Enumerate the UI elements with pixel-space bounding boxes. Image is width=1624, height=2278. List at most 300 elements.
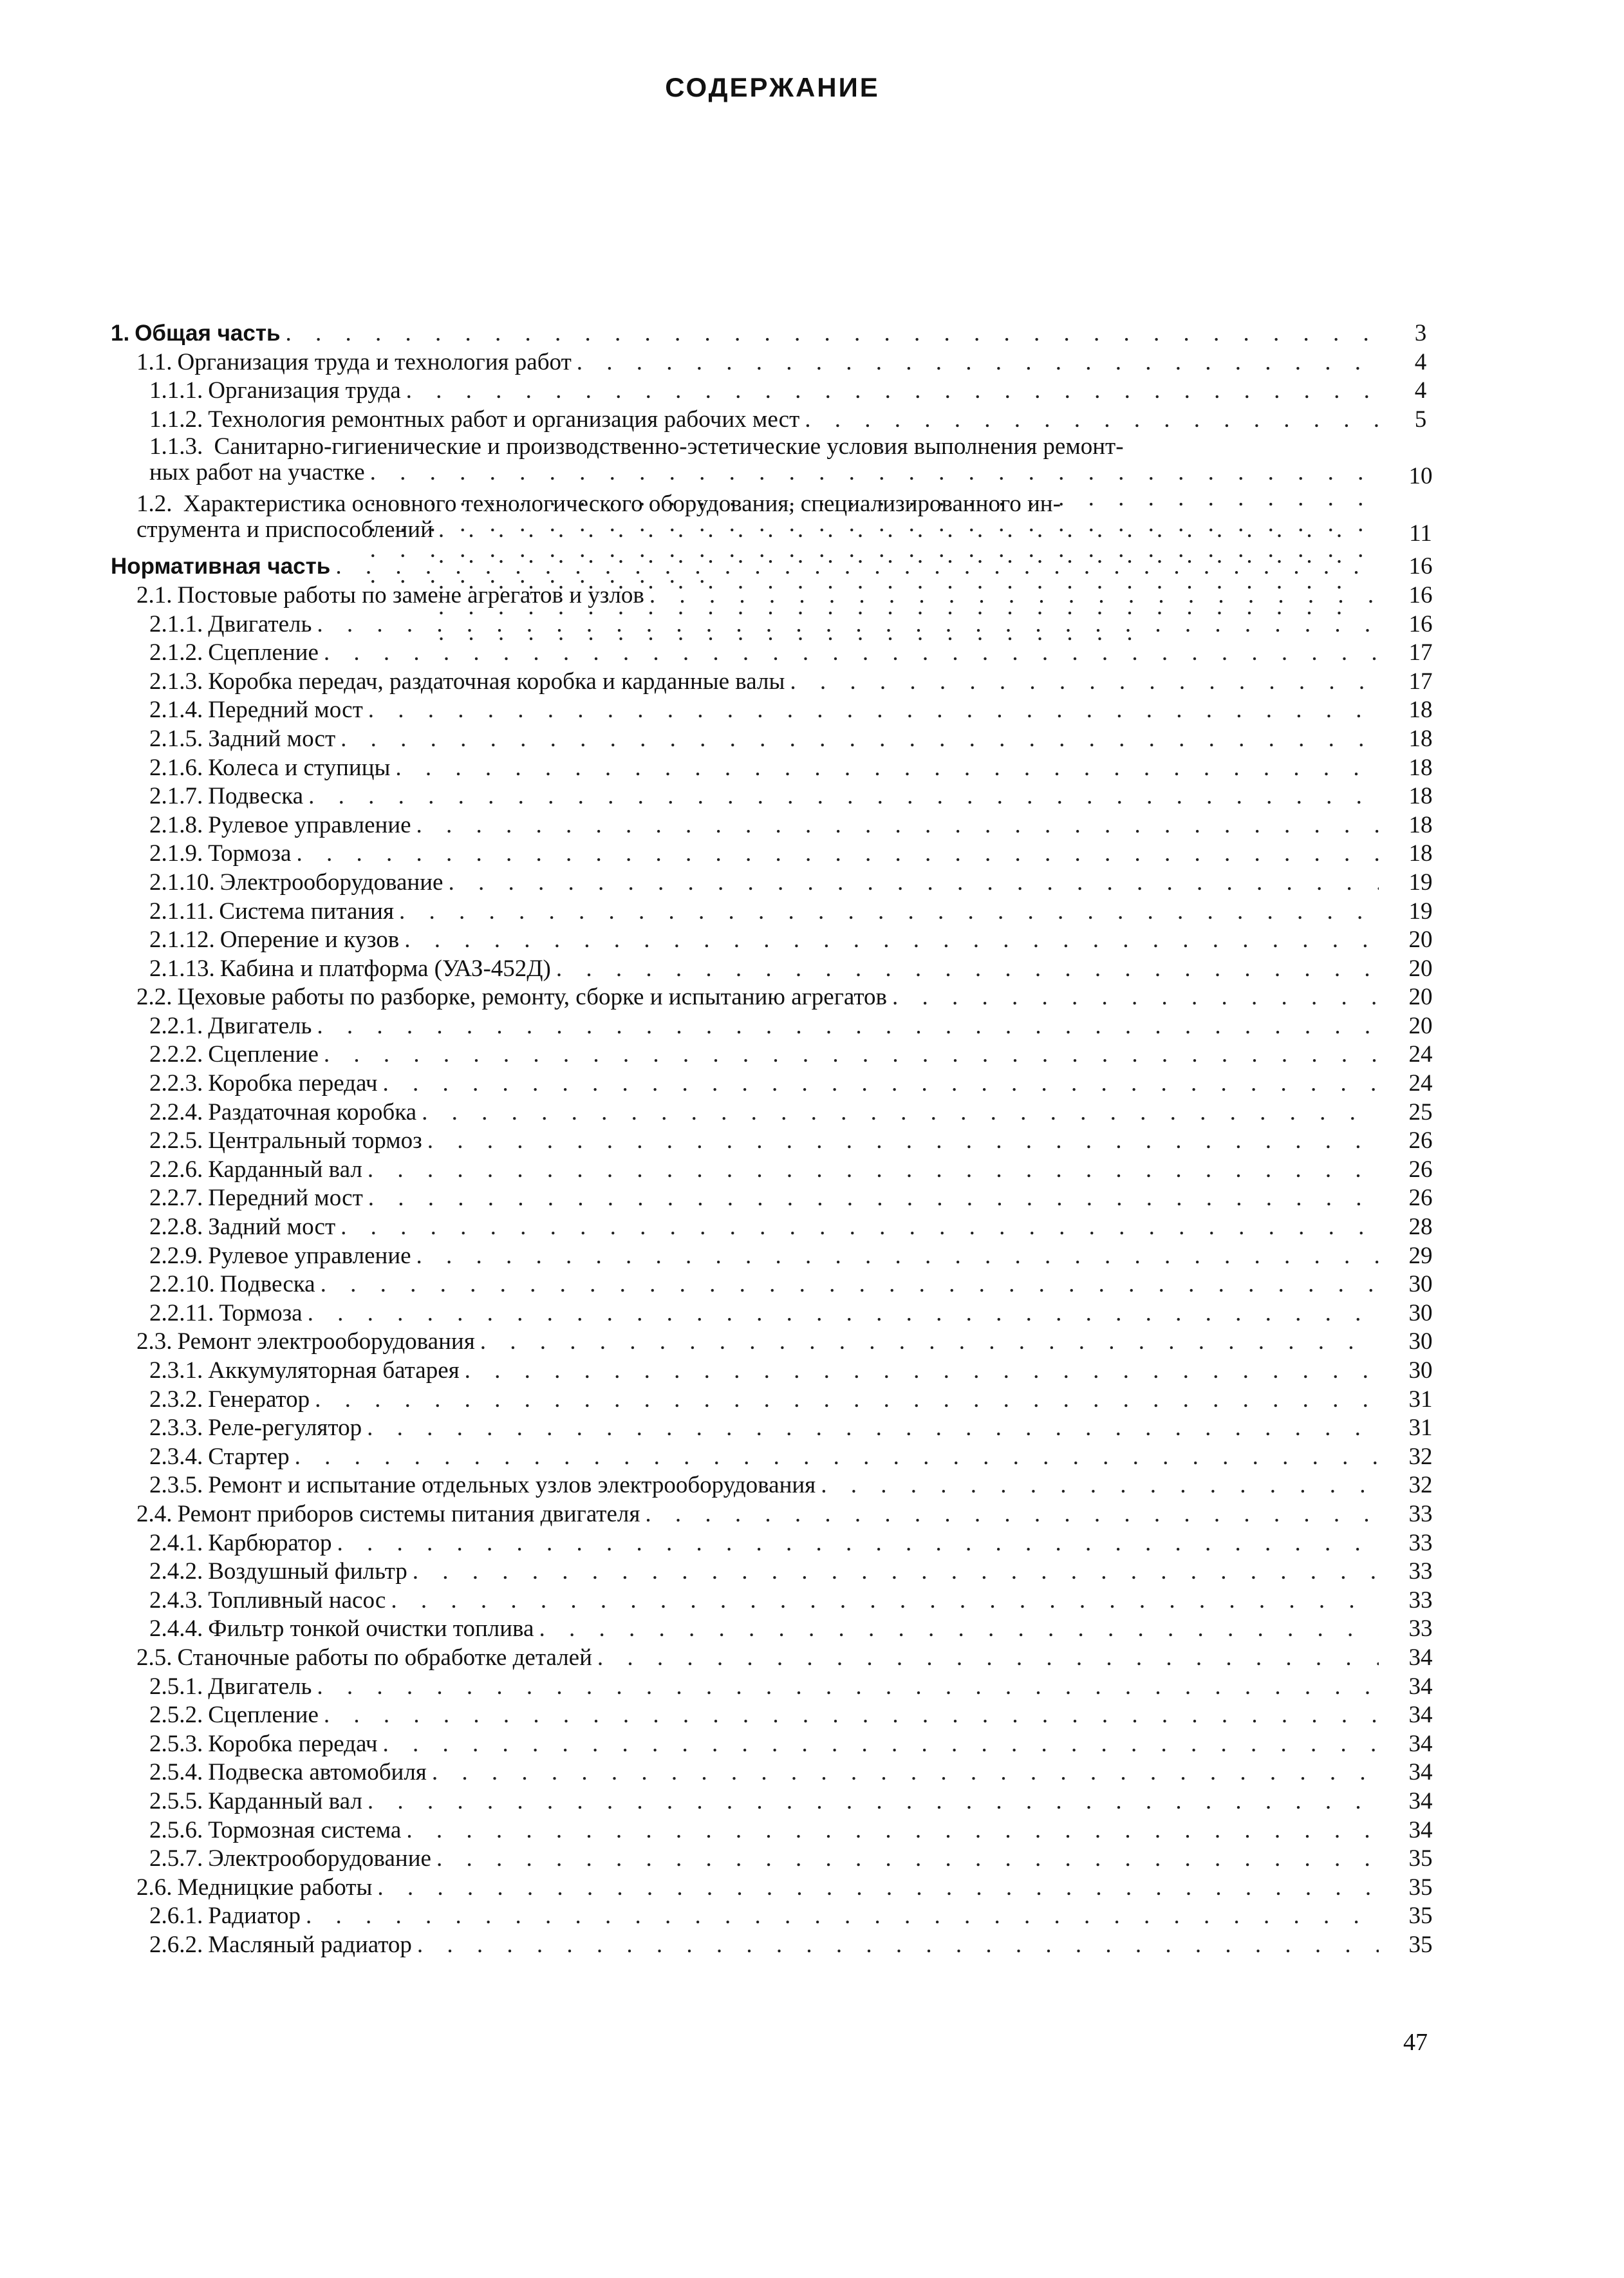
toc-entry-page: 35	[1408, 1874, 1433, 1901]
toc-entry-text	[149, 1558, 1379, 1586]
toc-entry-number: 2.3.4.	[149, 1443, 203, 1470]
toc-entry-text	[149, 1098, 1379, 1127]
toc-entry-title: Сцепление	[208, 639, 319, 666]
toc-entry-page: 34	[1408, 1702, 1433, 1729]
toc-entry-page: 33	[1408, 1558, 1433, 1585]
toc-entry-page: 31	[1408, 1386, 1433, 1413]
toc-entry-number: 1.1.	[136, 348, 173, 375]
dot-leader	[391, 1586, 1379, 1615]
toc-entry-number: 2.2.7.	[149, 1185, 203, 1212]
toc-entry	[111, 1845, 1450, 1874]
toc-entry-number: 2.3.2.	[149, 1386, 203, 1413]
toc-entry-text	[149, 782, 1379, 811]
toc-entry-title: Двигатель	[208, 1012, 312, 1039]
toc-entry-text	[149, 1069, 1379, 1098]
toc-entry	[111, 1787, 1450, 1816]
toc-entry-title: Коробка передач, раздаточная коробка и карданные валы	[208, 668, 785, 695]
toc-entry	[111, 434, 1450, 491]
toc-entry-title: Колеса и ступицы	[208, 754, 391, 781]
toc-entry	[111, 552, 1450, 581]
toc-entry-title: Характеристика основного технологического оборудования, специализированного ин-	[183, 491, 1061, 518]
dot-leader	[368, 696, 1379, 725]
toc-entry-number: 2.6.	[136, 1874, 173, 1901]
toc-entry-page: 4	[1414, 348, 1427, 375]
toc-entry-title: Стартер	[208, 1443, 290, 1470]
toc-entry-title: Раздаточная коробка	[208, 1098, 417, 1125]
toc-entry-text	[149, 1586, 1379, 1615]
toc-entry-title: Санитарно-гигиенические и производственно-эстетические условия выполнения ремонт-	[214, 433, 1124, 460]
toc-entry-page: 18	[1408, 783, 1433, 810]
toc-entry-number: 2.3.1.	[149, 1357, 203, 1384]
toc-entry-text	[149, 406, 1379, 435]
toc-entry-page: 26	[1408, 1156, 1433, 1183]
dot-leader	[383, 1730, 1379, 1759]
toc-entry-title: Двигатель	[208, 610, 312, 637]
toc-entry-text	[149, 1931, 1379, 1960]
dot-leader	[416, 1242, 1379, 1271]
dot-leader	[427, 1127, 1379, 1156]
toc-entry	[111, 1471, 1450, 1500]
dot-leader	[295, 1443, 1379, 1472]
toc-entry	[111, 840, 1450, 869]
toc-entry-page: 24	[1408, 1041, 1433, 1068]
dot-leader	[286, 319, 1379, 348]
toc-entry-page: 19	[1408, 898, 1433, 925]
toc-entry	[111, 1644, 1450, 1673]
toc-entry-text	[149, 1270, 1379, 1299]
toc-entry-number: 1.1.3.	[149, 433, 203, 460]
dot-leader	[321, 1270, 1379, 1299]
toc-entry	[111, 319, 1450, 348]
toc-entry-page: 28	[1408, 1214, 1433, 1241]
toc-entry	[111, 869, 1450, 898]
toc-entry-page: 30	[1408, 1299, 1433, 1326]
toc-entry-title: Тормоза	[219, 1299, 303, 1326]
toc-entry-title: Воздушный фильтр	[208, 1558, 407, 1585]
toc-entry	[111, 754, 1450, 783]
toc-entry-page: 24	[1408, 1070, 1433, 1097]
toc-entry-number: 2.4.3.	[149, 1586, 203, 1614]
toc-entry	[111, 1874, 1450, 1903]
toc-entry-title: Фильтр тонкой очистки топлива	[208, 1615, 534, 1643]
toc-entry-text	[149, 1184, 1379, 1213]
toc-entry-page: 18	[1408, 725, 1433, 752]
toc-entry	[111, 668, 1450, 697]
toc-entry	[111, 1730, 1450, 1759]
toc-entry-number: 2.2.8.	[149, 1214, 203, 1241]
toc-entry	[111, 348, 1450, 377]
toc-entry-title: Станочные работы по обработке деталей	[177, 1644, 592, 1671]
toc-entry-page: 20	[1408, 1012, 1433, 1039]
toc-entry-text	[149, 1902, 1379, 1931]
dot-leader	[413, 1558, 1379, 1586]
toc-entry-page: 19	[1408, 869, 1433, 896]
toc-entry-text	[149, 754, 1379, 783]
toc-entry-page: 18	[1408, 754, 1433, 781]
dot-leader	[556, 955, 1379, 984]
toc-entry	[111, 1673, 1450, 1702]
toc-entry-number: 2.4.1.	[149, 1529, 203, 1556]
toc-entry-number: 2.1.2.	[149, 639, 203, 666]
toc-entry-title: Кабина и платформа (УАЗ-452Д)	[219, 955, 551, 982]
toc-entry-page: 35	[1408, 1845, 1433, 1872]
dot-leader	[324, 639, 1379, 668]
toc-entry-page: 16	[1408, 553, 1433, 580]
toc-entry-text	[149, 1529, 1379, 1558]
dot-leader	[436, 1845, 1379, 1874]
toc-entry	[111, 811, 1450, 840]
toc-entry-text	[149, 1816, 1379, 1845]
toc-entry	[111, 406, 1450, 435]
toc-entry-number: 2.1.9.	[149, 840, 203, 867]
toc-entry-page: 31	[1408, 1415, 1433, 1442]
dot-leader	[406, 1816, 1379, 1845]
dot-leader	[432, 1758, 1379, 1787]
toc-entry-page: 11	[1409, 520, 1432, 547]
toc-entry-number: 2.2.3.	[149, 1070, 203, 1097]
dot-leader	[417, 1931, 1379, 1960]
toc-entry-text	[149, 1156, 1379, 1185]
toc-entry	[111, 1386, 1450, 1415]
toc-entry-page: 18	[1408, 697, 1433, 724]
toc-entry	[111, 1127, 1450, 1156]
dot-leader	[577, 348, 1379, 377]
toc-entry-text	[149, 696, 1379, 725]
dot-leader	[448, 869, 1379, 898]
dot-leader	[539, 1615, 1379, 1644]
toc-entry-number: 2.3.	[136, 1328, 173, 1355]
toc-entry-title: Рулевое управление	[208, 1242, 411, 1269]
dot-leader	[649, 581, 1379, 610]
toc-entry-number: 2.2.10.	[149, 1271, 215, 1298]
toc-entry-text	[149, 1242, 1379, 1271]
toc-entry-title: Организация труда	[208, 377, 401, 404]
toc-entry-page: 4	[1414, 377, 1427, 404]
toc-entry-number: 2.1.10.	[149, 869, 215, 896]
toc-entry	[111, 1758, 1450, 1787]
toc-entry-page: 35	[1408, 1931, 1433, 1958]
toc-entry	[111, 1156, 1450, 1185]
dot-leader	[341, 1213, 1379, 1242]
table-of-contents	[111, 315, 1450, 1959]
toc-entry-title: Электрооборудование	[208, 1845, 431, 1872]
toc-entry-title: Карбюратор	[208, 1529, 332, 1556]
toc-entry-page: 5	[1414, 406, 1427, 433]
toc-entry-number: 2.1.7.	[149, 783, 203, 810]
toc-entry-number: 2.1.1.	[149, 610, 203, 637]
toc-entry-title: Сцепление	[208, 1041, 319, 1068]
toc-entry-text	[149, 869, 1379, 898]
toc-entry	[111, 1213, 1450, 1242]
toc-entry-page: 34	[1408, 1730, 1433, 1757]
toc-entry-title: Постовые работы по замене агрегатов и узлов	[177, 581, 644, 608]
toc-entry-title: Масляный радиатор	[208, 1931, 412, 1958]
dot-leader	[821, 1471, 1379, 1500]
toc-entry-title: Рулевое управление	[208, 811, 411, 838]
toc-entry	[111, 983, 1450, 1012]
toc-entry-text	[149, 725, 1379, 754]
dot-leader	[597, 1644, 1379, 1673]
toc-entry-text	[136, 348, 1379, 377]
toc-entry-title: Организация труда и технология работ	[177, 348, 572, 375]
toc-entry-text	[149, 1615, 1379, 1644]
toc-entry-page: 16	[1408, 581, 1433, 608]
dot-leader	[368, 1787, 1379, 1816]
toc-entry-title: Подвеска	[208, 783, 304, 810]
dot-leader	[308, 1299, 1379, 1328]
toc-entry-title: Карданный вал	[208, 1156, 362, 1183]
toc-entry	[111, 696, 1450, 725]
toc-entry-page: 33	[1408, 1500, 1433, 1527]
toc-entry	[111, 377, 1450, 406]
toc-entry-number: 2.1.8.	[149, 811, 203, 838]
toc-entry-number: 2.1.5.	[149, 725, 203, 752]
toc-entry-number: 2.4.4.	[149, 1615, 203, 1643]
toc-entry-page: 35	[1408, 1903, 1433, 1930]
toc-entry-page: 34	[1408, 1759, 1433, 1786]
dot-leader	[422, 1098, 1379, 1127]
toc-entry-number: 2.2.6.	[149, 1156, 203, 1183]
toc-entry	[111, 1529, 1450, 1558]
toc-entry-title: Тормоза	[208, 840, 292, 867]
toc-entry-page: 25	[1408, 1098, 1433, 1125]
toc-entry-title: Ремонт электрооборудования	[177, 1328, 475, 1355]
toc-entry-number: 1.1.1.	[149, 377, 203, 404]
toc-entry-page: 33	[1408, 1615, 1433, 1643]
toc-entry	[111, 1012, 1450, 1041]
toc-entry	[111, 898, 1450, 927]
toc-entry-number: 2.2.4.	[149, 1098, 203, 1125]
toc-entry-page: 20	[1408, 984, 1433, 1011]
toc-entry-title: Генератор	[208, 1386, 310, 1413]
dot-leader	[368, 1184, 1379, 1213]
toc-entry-page: 32	[1408, 1443, 1433, 1470]
toc-entry	[111, 1443, 1450, 1472]
toc-entry-text	[149, 377, 1379, 406]
toc-entry-title: Система питания	[219, 898, 394, 925]
toc-entry	[111, 639, 1450, 668]
toc-entry-page: 3	[1414, 320, 1427, 346]
toc-entry-text	[149, 639, 1379, 668]
toc-entry	[111, 955, 1450, 984]
toc-entry-text	[149, 668, 1379, 697]
toc-entry-title: Подвеска	[219, 1271, 315, 1298]
toc-entry	[111, 581, 1450, 610]
toc-entry-text	[149, 1299, 1379, 1328]
toc-entry	[111, 1931, 1450, 1960]
toc-entry-title: Передний мост	[208, 697, 363, 724]
toc-entry	[111, 782, 1450, 811]
toc-entry-page: 26	[1408, 1185, 1433, 1212]
toc-entry-title: Центральный тормоз	[208, 1127, 422, 1154]
toc-entry-page: 18	[1408, 840, 1433, 867]
toc-entry-text	[149, 610, 1379, 639]
toc-entry	[111, 491, 1450, 549]
toc-entry-title: Электрооборудование	[219, 869, 443, 896]
toc-entry-text	[149, 1127, 1379, 1156]
toc-entry-page: 30	[1408, 1357, 1433, 1384]
toc-entry-text	[149, 1357, 1379, 1386]
toc-entry	[111, 1558, 1450, 1586]
toc-entry-title: Задний мост	[208, 725, 336, 752]
toc-entry	[111, 610, 1450, 639]
toc-entry-page: 34	[1408, 1644, 1433, 1671]
toc-entry-page: 18	[1408, 811, 1433, 838]
toc-entry-text	[149, 840, 1379, 869]
toc-entry-number: 2.1.12.	[149, 927, 215, 954]
toc-entry	[111, 1299, 1450, 1328]
toc-entry-title-continuation: ных работ на участке	[149, 459, 365, 486]
toc-entry	[111, 1069, 1450, 1098]
toc-entry	[111, 1040, 1450, 1069]
toc-entry-page: 16	[1408, 610, 1433, 637]
dot-leader	[341, 725, 1379, 754]
toc-entry-number: 2.1.	[136, 581, 173, 608]
toc-entry-number: 1.	[111, 321, 130, 346]
dot-leader	[406, 377, 1379, 406]
toc-entry-text	[111, 319, 1379, 348]
toc-entry-text	[149, 1386, 1379, 1415]
toc-entry-number: 2.5.7.	[149, 1845, 203, 1872]
dot-leader	[315, 1386, 1379, 1415]
toc-entry-title: Задний мост	[208, 1214, 336, 1241]
toc-entry	[111, 1414, 1450, 1443]
toc-entry-page: 17	[1408, 668, 1433, 695]
toc-entry-number: 2.1.4.	[149, 697, 203, 724]
dot-leader	[368, 1156, 1379, 1185]
toc-entry-number: 2.2.11.	[149, 1299, 214, 1326]
toc-entry-number: 2.2.2.	[149, 1041, 203, 1068]
toc-entry-text	[136, 1500, 1379, 1529]
toc-entry	[111, 1328, 1450, 1357]
toc-entry-title: Аккумуляторная батарея	[208, 1357, 460, 1384]
toc-entry-text	[136, 1874, 1379, 1903]
toc-entry-title: Радиатор	[208, 1903, 301, 1930]
toc-entry-page: 33	[1408, 1529, 1433, 1556]
toc-entry-number: 2.2.1.	[149, 1012, 203, 1039]
toc-entry-number: 2.1.11.	[149, 898, 214, 925]
dot-leader	[317, 1012, 1379, 1041]
toc-entry-text	[149, 1213, 1379, 1242]
toc-entry	[111, 1816, 1450, 1845]
toc-entry-number: 2.1.3.	[149, 668, 203, 695]
dot-leader	[367, 1414, 1379, 1443]
dot-leader	[317, 610, 1379, 639]
toc-entry-number: 2.2.9.	[149, 1242, 203, 1269]
toc-entry-number: 2.3.5.	[149, 1472, 203, 1499]
toc-entry-text	[111, 552, 1379, 581]
toc-entry	[111, 1242, 1450, 1271]
dot-leader	[399, 898, 1379, 927]
dot-leader	[337, 1529, 1379, 1558]
toc-entry-number: 2.4.2.	[149, 1558, 203, 1585]
toc-entry-title-continuation: струмента и приспособлений	[136, 516, 433, 543]
toc-entry-text	[136, 581, 1379, 610]
dot-leader	[805, 406, 1379, 435]
dot-leader	[306, 1902, 1379, 1931]
toc-entry-title: Подвеска автомобиля	[208, 1759, 427, 1786]
toc-entry-page: 32	[1408, 1472, 1433, 1499]
dot-leader	[395, 754, 1379, 783]
dot-leader	[308, 782, 1379, 811]
toc-entry-page: 34	[1408, 1673, 1433, 1700]
toc-entry-page: 30	[1408, 1271, 1433, 1298]
toc-entry-page: 34	[1408, 1816, 1433, 1843]
toc-entry-text	[149, 1012, 1379, 1041]
toc-entry-title: Нормативная часть	[111, 554, 331, 579]
toc-entry-title: Цеховые работы по разборке, ремонту, сборке и испытанию агрегатов	[177, 984, 888, 1011]
dot-leader	[324, 1701, 1379, 1730]
toc-entry-number: 2.5.5.	[149, 1787, 203, 1814]
page-number: 47	[1403, 2029, 1428, 2056]
toc-entry	[111, 1500, 1450, 1529]
toc-entry-text	[149, 1730, 1379, 1759]
toc-entry-page: 30	[1408, 1328, 1433, 1355]
toc-entry-title: Коробка передач	[208, 1730, 378, 1757]
dot-leader	[296, 840, 1379, 869]
toc-entry-number: 1.1.2.	[149, 406, 203, 433]
toc-entry-page: 20	[1408, 955, 1433, 982]
toc-entry-title: Технология ремонтных работ и организация рабочих мест	[208, 406, 800, 433]
dot-leader	[645, 1500, 1379, 1529]
toc-entry-title: Ремонт приборов системы питания двигателя	[177, 1500, 640, 1527]
toc-entry-page: 26	[1408, 1127, 1433, 1154]
toc-entry-title: Карданный вал	[208, 1787, 362, 1814]
dot-leader	[324, 1040, 1379, 1069]
toc-entry	[111, 1270, 1450, 1299]
toc-entry-text	[149, 1414, 1379, 1443]
toc-entry-title: Оперение и кузов	[219, 927, 400, 954]
toc-entry-text	[149, 1701, 1379, 1730]
toc-entry-text	[149, 811, 1379, 840]
toc-entry-text	[149, 898, 1379, 927]
toc-entry	[111, 1615, 1450, 1644]
toc-entry-page: 10	[1408, 463, 1433, 490]
toc-entry-title: Общая часть	[135, 321, 281, 346]
dot-leader	[404, 926, 1379, 955]
toc-entry-number: 2.5.2.	[149, 1702, 203, 1729]
toc-entry-text	[149, 1040, 1379, 1069]
toc-entry-page: 34	[1408, 1787, 1433, 1814]
toc-entry-number: 2.1.6.	[149, 754, 203, 781]
dot-leader	[892, 983, 1379, 1012]
toc-entry-text	[149, 1787, 1379, 1816]
toc-entry-title: Ремонт и испытание отдельных узлов электрооборудования	[208, 1472, 816, 1499]
toc-entry-number: 2.5.4.	[149, 1759, 203, 1786]
toc-entry	[111, 1902, 1450, 1931]
toc-entry-number: 2.2.	[136, 984, 173, 1011]
dot-leader	[480, 1328, 1379, 1357]
dot-leader	[377, 1874, 1379, 1903]
toc-entry	[111, 926, 1450, 955]
toc-entry	[111, 1586, 1450, 1615]
toc-entry	[111, 1357, 1450, 1386]
toc-entry-text	[149, 1443, 1379, 1472]
toc-entry-title: Коробка передач	[208, 1070, 378, 1097]
dot-leader	[465, 1357, 1379, 1386]
toc-entry-text	[136, 1644, 1379, 1673]
toc-entry-page: 20	[1408, 927, 1433, 954]
toc-entry-title: Передний мост	[208, 1185, 363, 1212]
toc-entry-text	[149, 955, 1379, 984]
toc-entry-text	[149, 1673, 1379, 1702]
toc-entry-title: Медницкие работы	[177, 1874, 373, 1901]
dot-leader	[317, 1673, 1379, 1702]
toc-entry-number: 2.3.3.	[149, 1415, 203, 1442]
toc-entry	[111, 1701, 1450, 1730]
toc-entry-number: 2.6.1.	[149, 1903, 203, 1930]
dot-leader	[416, 811, 1379, 840]
